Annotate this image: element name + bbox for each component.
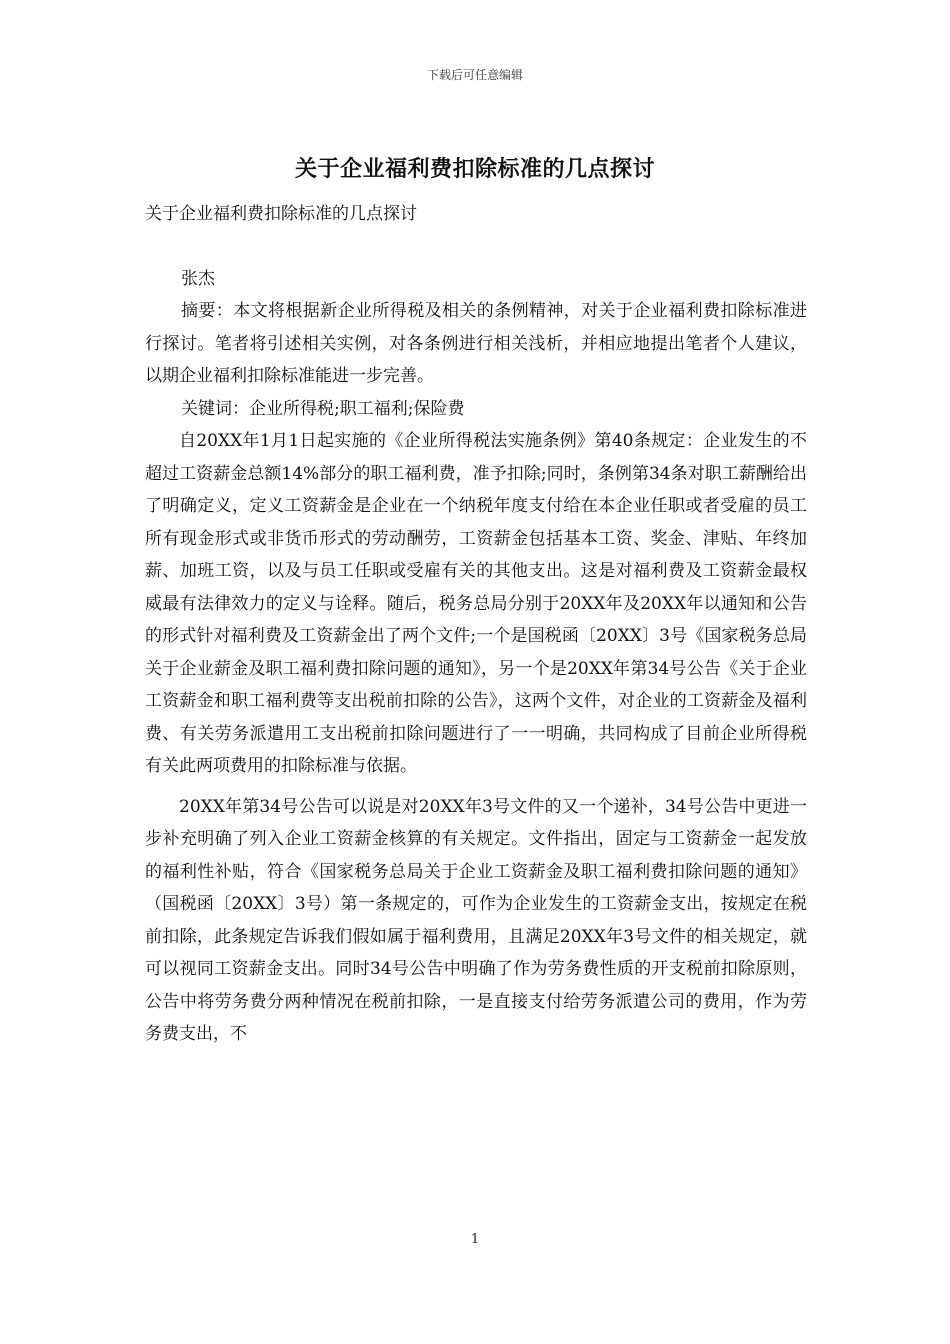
document-body (145, 198, 807, 1051)
page-number: 1 (470, 1232, 480, 1247)
abstract-paragraph: 摘要：本文将根据新企业所得税及相关的条例精神，对关于企业福利费扣除标准进行探讨。笔者将引述相关实例，对各条例进行相关浅析，并相应地提出笔者个人建议，以期企业福利扣除标准能进一步完善。 (145, 301, 807, 386)
document-subtitle: 关于企业福利费扣除标准的几点探讨 (145, 204, 417, 224)
body-paragraph-2: 20XX年第34号公告可以说是对20XX年3号文件的又一个递补，34号公告中更进一步补充明确了列入企业工资薪金核算的有关规定。文件指出，固定与工资薪金一起发放的福利性补贴，符合《国家税务总局关于企业工资薪金及职工福利费扣除问题的通知》（国税函〔20XX〕3号）第一条规定的，可作为企业发生的工资薪金支出，按规定在税前扣除，此条规定告诉我们假如属于福利费用，且满足20XX年3号文件的相关规定，就可以视同工资薪金支出。同时34号公告中明确了作为劳务费性质的开支税前扣除原则，公告中将劳务费分两种情况在税前扣除，一是直接支付给劳务派遣公司的费用，作为劳务费支出，不 (145, 796, 807, 1044)
author-name: 张杰 (181, 268, 215, 289)
header-note: 下载后可任意编辑 (426, 68, 523, 82)
body-paragraph-1: 自20XX年1月1日起实施的《企业所得税法实施条例》第40条规定：企业发生的不超过工资薪金总额14%部分的职工福利费，准予扣除;同时，条例第34条对职工薪酬给出了明确定义，定义工资薪金是企业在一个纳税年度支付给在本企业任职或者受雇的员工所有现金形式或非货币形式的劳动酬劳，工资薪金包括基本工资、奖金、津贴、年终加薪、加班工资，以及与员工任职或受雇有关的其他支出。这是对福利费及工资薪金最权威最有法律效力的定义与诠释。随后，税务总局分别于20XX年及20XX年以通知和公告的形式针对福利费及工资薪金出了两个文件;一个是国税函〔20XX〕3号《国家税务总局关于企业薪金及职工福利费扣除问题的通知》，另一个是20XX年第34号公告《关于企业工资薪金和职工福利费等支出税前扣除的公告》，这两个文件，对企业的工资薪金及福利费、有关劳务派遣用工支出税前扣除问题进行了一一明确，共同构成了目前企业所得税有关此两项费用的扣除标准与依据。 (145, 431, 807, 776)
document-title: 关于企业福利费扣除标准的几点探讨 (294, 156, 655, 182)
keywords-line: 关键词：企业所得税;职工福利;保险费 (181, 398, 465, 419)
